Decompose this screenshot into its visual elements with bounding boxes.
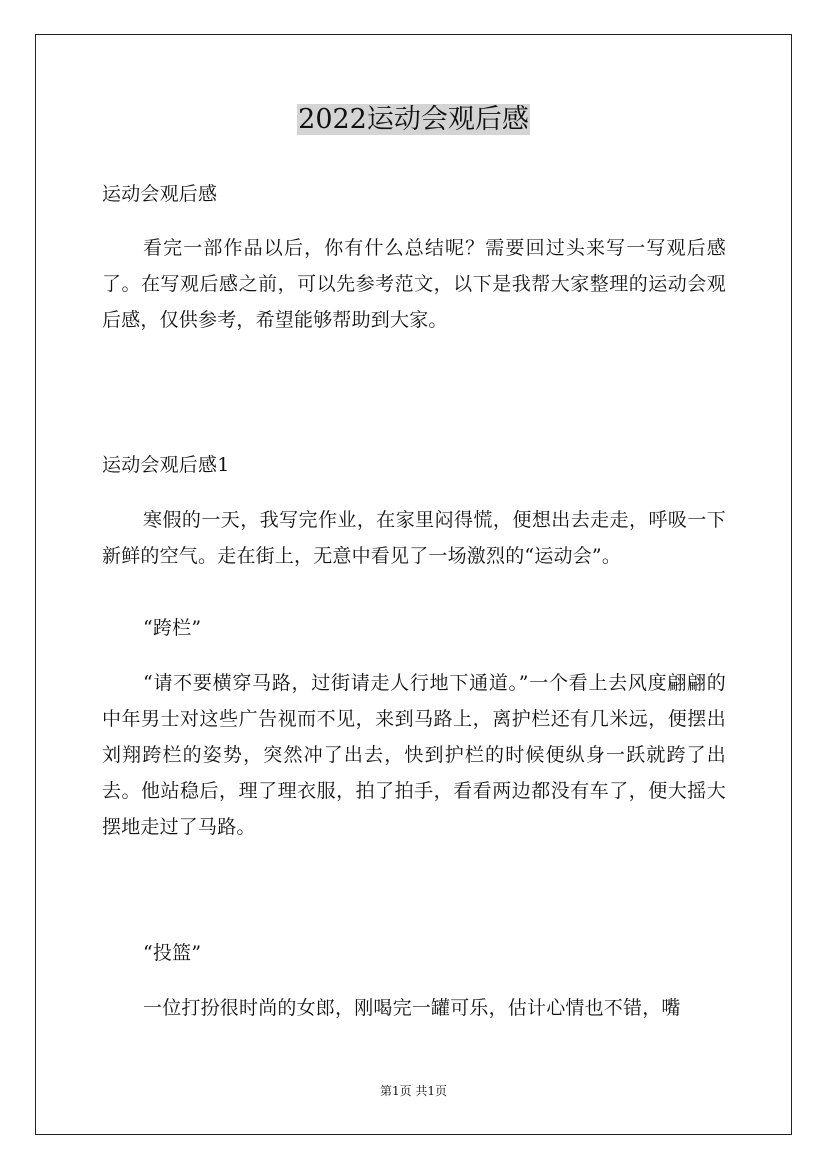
intro-heading: 运动会观后感 xyxy=(102,183,218,205)
intro-paragraph: 看完一部作品以后，你有什么总结呢？需要回过头来写一写观后感了。在写观后感之前，可以先参考范文，以下是我帮大家整理的运动会观后感，仅供参考，希望能够帮助到大家。 xyxy=(102,237,726,331)
event-heading-shot: “投篮” xyxy=(143,942,202,964)
event-heading-hurdles: “跨栏” xyxy=(143,617,202,639)
document-title-text: 2022运动会观后感 xyxy=(298,104,529,135)
paragraph-2: “请不要横穿马路，过街请走人行地下通道。”一个看上去风度翩翩的中年男士对这些广告视而不见，来到马路上，离护栏还有几米远，便摆出刘翔跨栏的姿势，突然冲了出去，快到护栏的时候便纵身一跃就跨了出去。他站稳后，理了理衣服，拍了拍手，看看两边都没有车了，便大摇大摆地走过了马路。 xyxy=(102,672,726,838)
document-title xyxy=(0,102,827,138)
paragraph-3: 一位打扮很时尚的女郎，刚喝完一罐可乐，估计心情也不错，嘴 xyxy=(143,997,681,1019)
essay-heading: 运动会观后感1 xyxy=(102,454,230,476)
page-footer: 第1页 共1页 xyxy=(379,1084,448,1098)
paragraph-1: 寒假的一天，我写完作业，在家里闷得慌，便想出去走走，呼吸一下新鲜的空气。走在街上，无意中看见了一场激烈的“运动会”。 xyxy=(102,509,726,567)
